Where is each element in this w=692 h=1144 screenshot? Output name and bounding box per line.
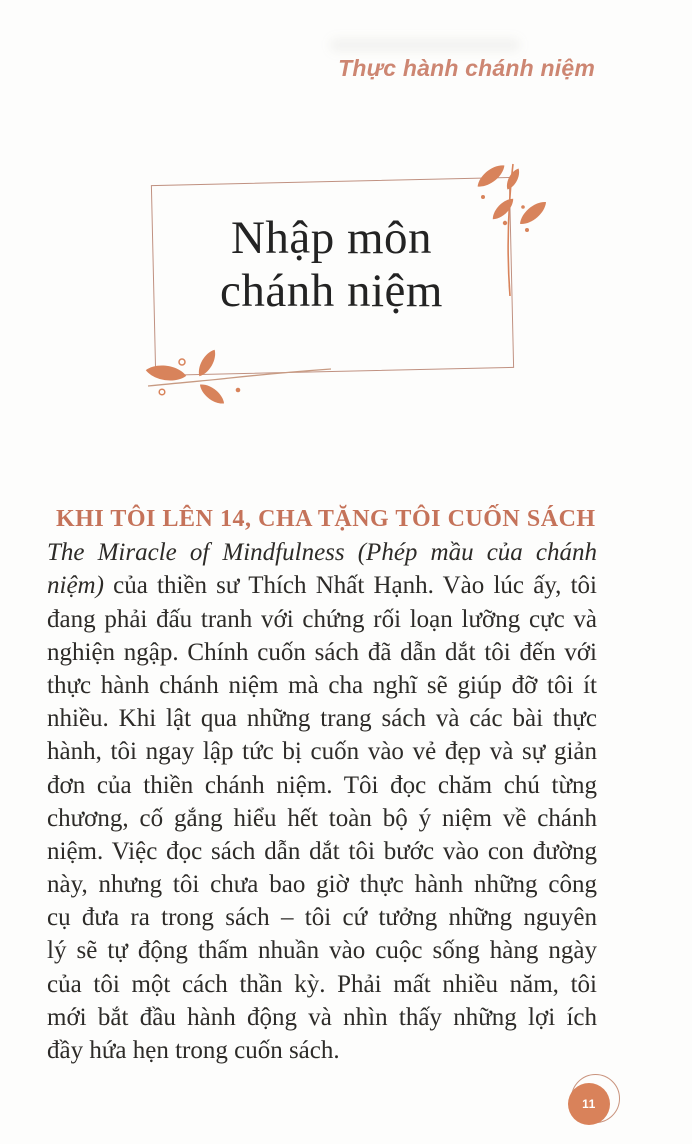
body-segment: niệm. Việc đọc sách dẫn dắt tôi bước vào con đường <box>47 837 597 865</box>
body-segment: này, nhưng tôi chưa bao giờ thực hành những công <box>47 871 597 899</box>
body-line <box>47 1001 597 1034</box>
body-line <box>47 735 597 768</box>
body-segment: nghiện ngập. Chính cuốn sách đã dẫn dắt tôi đến với <box>47 638 597 666</box>
body-line <box>47 603 597 636</box>
body-line <box>47 901 597 934</box>
body-line <box>47 802 597 835</box>
body-line <box>47 536 597 569</box>
body-line <box>47 934 597 967</box>
body-segment: đầy hứa hẹn trong cuốn sách. <box>47 1037 340 1064</box>
page-number: 11 <box>582 1097 596 1111</box>
chapter-title <box>153 212 510 318</box>
body-segment-italic: niệm) <box>47 572 104 600</box>
body-segment: hành, tôi ngay lập tức bị cuốn vào vẻ đẹp và sự giản <box>47 738 597 766</box>
body-line <box>47 702 597 735</box>
body-segment: mới bắt đầu hành động và nhìn thấy những lợi ích <box>47 1003 597 1031</box>
body-segment: đang phải đấu tranh với chứng rối loạn lưỡng cực và <box>47 605 597 633</box>
page-number-badge <box>568 1083 610 1125</box>
body-line <box>47 769 597 802</box>
body-line <box>47 968 597 1001</box>
body-line <box>47 835 597 868</box>
scan-artifact <box>330 38 520 52</box>
body-segment: chương, cố gắng hiểu hết toàn bộ ý niệm về chánh <box>47 804 597 832</box>
body-paragraph <box>47 536 597 1067</box>
leaf-branch-icon <box>138 336 333 414</box>
body-segment: lý sẽ tự động thấm nhuần vào cuộc sống hàng ngày <box>47 937 597 965</box>
body-text <box>47 503 597 1067</box>
body-line <box>47 868 597 901</box>
body-line <box>47 1034 597 1067</box>
running-header: Thực hành chánh niệm <box>338 55 595 81</box>
body-segment: của thiền sư Thích Nhất Hạnh. Vào lúc ấy, tôi <box>103 572 597 600</box>
chapter-title-line2: chánh niệm <box>220 265 443 317</box>
body-segment: cụ đưa ra trong sách – tôi cứ tưởng những nguyên <box>47 904 597 932</box>
body-segment: của tôi một cách thần kỳ. Phải mất nhiều năm, tôi <box>47 970 597 998</box>
body-segment: thực hành chánh niệm mà cha nghĩ sẽ giúp đỡ tôi ít <box>47 671 597 699</box>
lead-in-text: KHI TÔI LÊN 14, CHA TẶNG TÔI CUỐN SÁCH <box>56 506 596 532</box>
body-line <box>47 569 597 602</box>
body-line <box>47 669 597 702</box>
body-segment: nhiều. Khi lật qua những trang sách và các bài thực <box>47 705 597 733</box>
body-line <box>47 636 597 669</box>
chapter-title-line1: Nhập môn <box>230 212 433 264</box>
body-segment-italic: The Miracle of Mindfulness (Phép mầu của chánh <box>47 539 597 567</box>
body-segment: đơn của thiền chánh niệm. Tôi đọc chăm chú từng <box>47 771 597 799</box>
lead-in-line <box>47 503 597 536</box>
